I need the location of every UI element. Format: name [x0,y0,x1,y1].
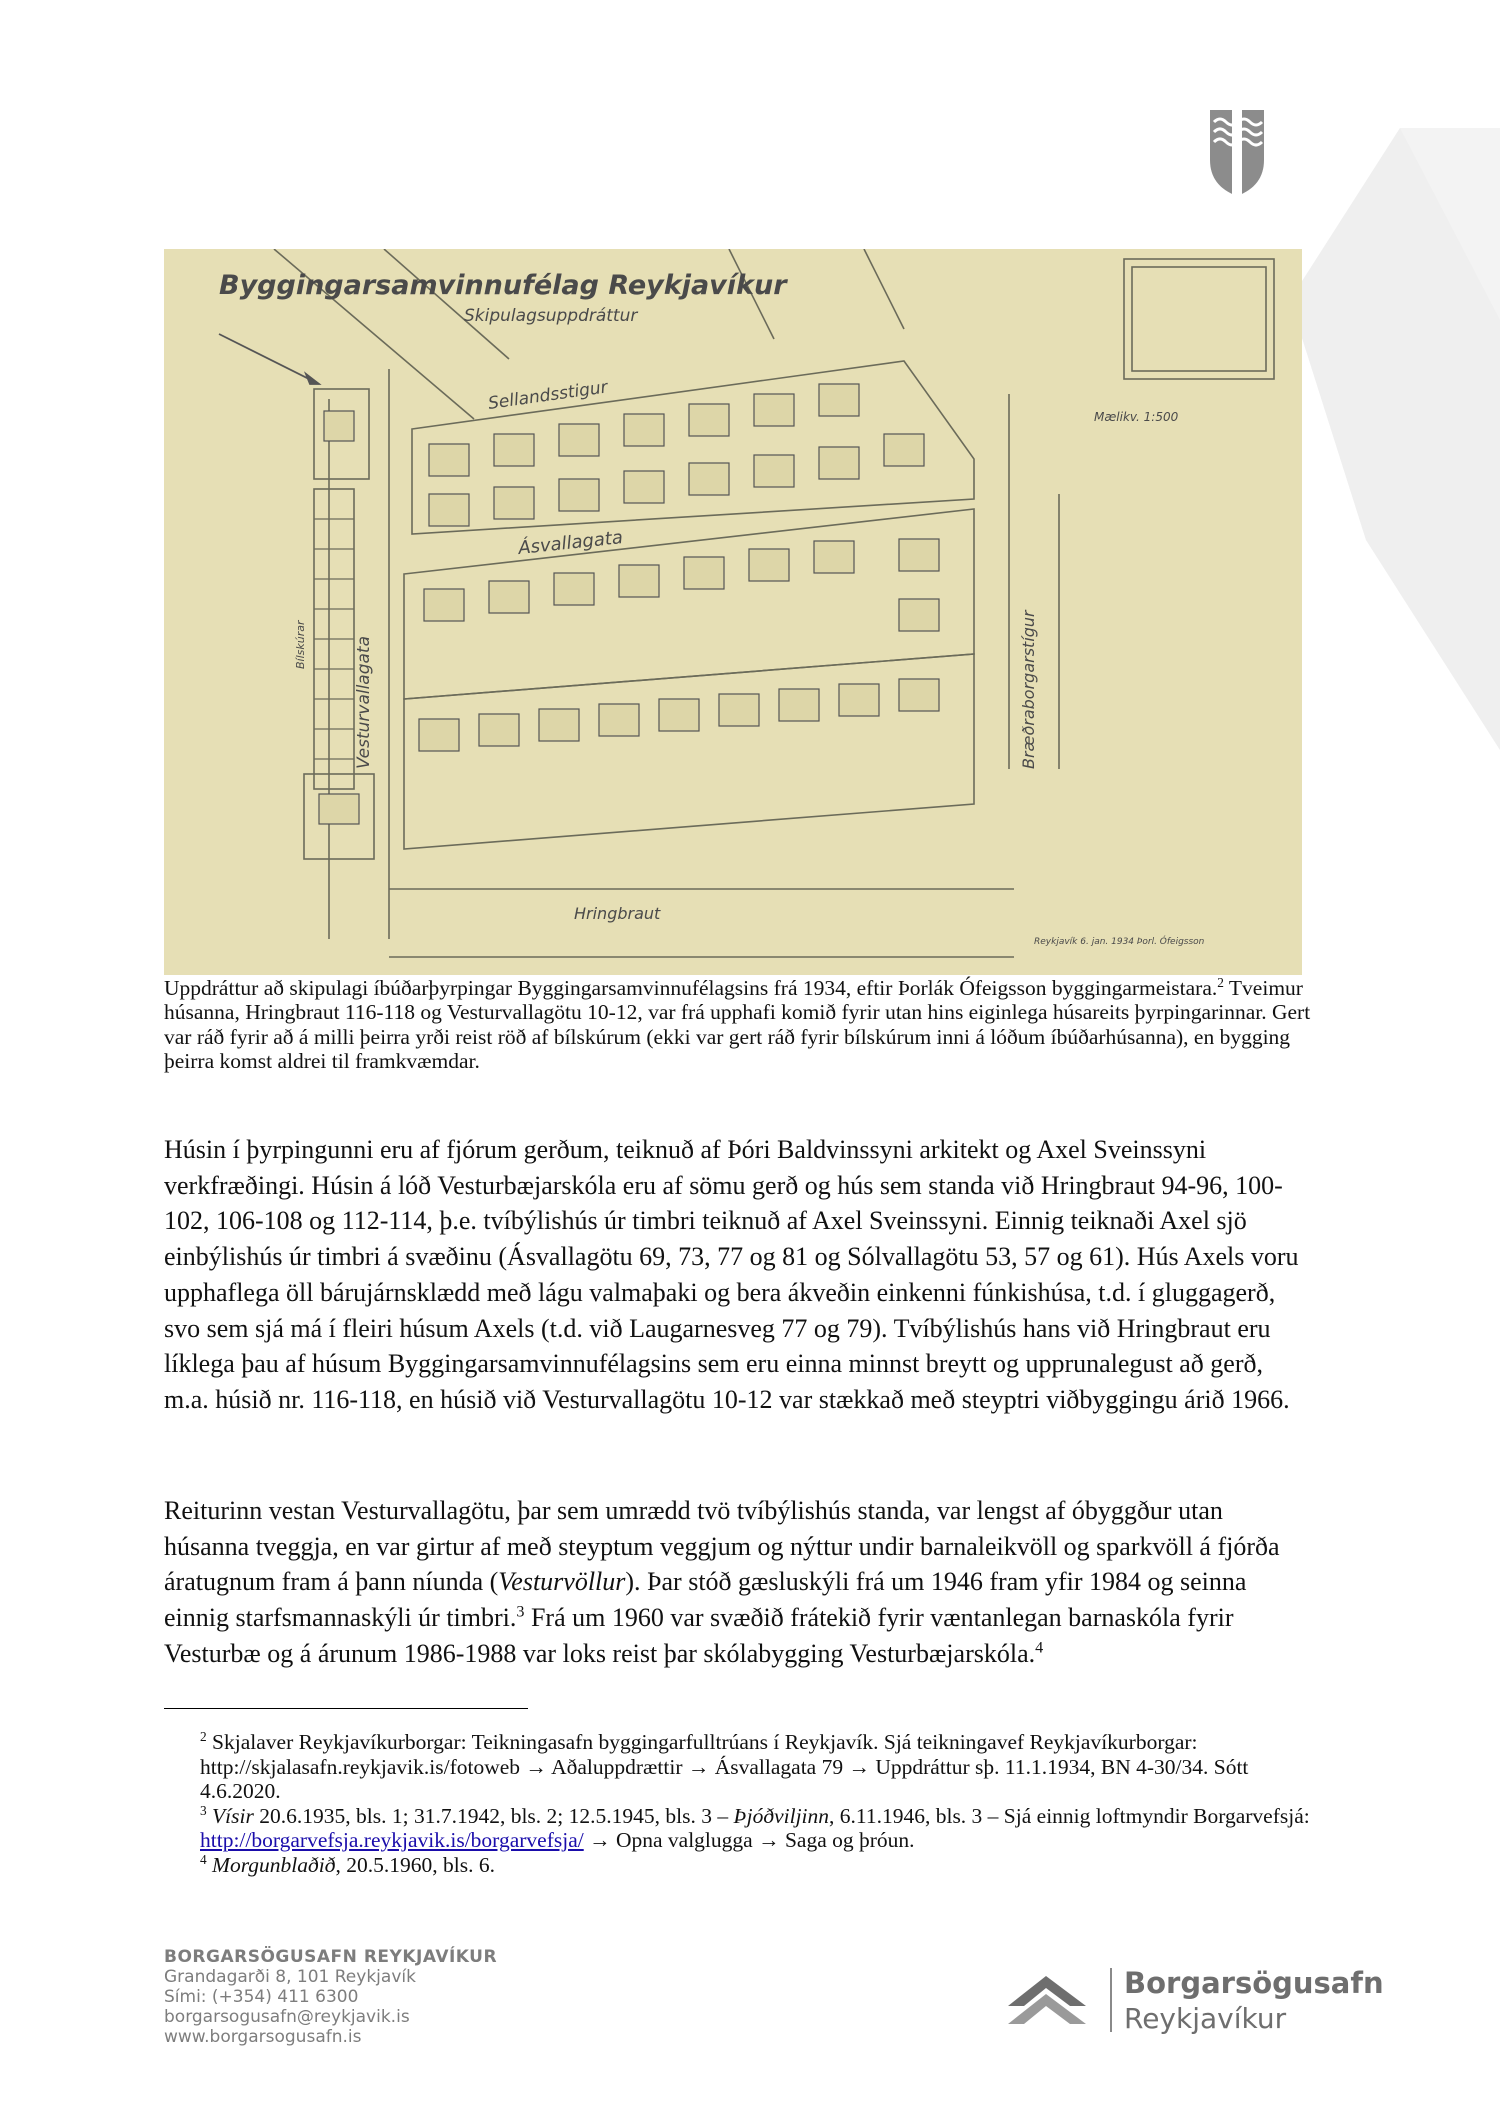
museum-chevron-icon [1006,1966,1096,2036]
footer-web[interactable]: www.borgarsogusafn.is [164,2027,362,2047]
footnote-3 [200,1804,1314,1853]
footnote-4-text: , 20.5.1960, bls. 6. [335,1852,495,1877]
logo-divider [1110,1968,1112,2032]
footnote-3-link[interactable]: http://borgarvefsja.reykjavik.is/borgarvefsja/ [200,1828,584,1852]
footnote-4-number: 4 [200,1851,207,1867]
caption-text-b: Tveimur húsanna, Hringbraut 116-118 og Vesturvallagötu 10-12, var frá upphafi komið fyrir utan hins eiginlega húsareits þyrpingarinnar. Gert var ráð fyrir að á milli þeirra yrði reist röð af bílskúrum (ekki var gert ráð fyrir bílskúrum inni á lóðum íbúðarhúsanna), en bygging þeirra komst aldrei til framkvæmdar. [164,976,1311,1074]
footnote-2-number: 2 [200,1728,207,1744]
footer-org: BORGARSÖGUSAFN REYKJAVÍKUR [164,1947,498,1967]
borgarsogusafn-logo [1006,1964,1386,2044]
footnote-3-source-thjodviljinn: Þjóðviljinn [733,1803,830,1828]
plan-subtitle: Skipulagsuppdráttur [464,306,638,326]
figure-caption [164,976,1314,1074]
footnote-separator [164,1708,528,1709]
footnote-2 [200,1730,1314,1804]
footnote-3-source-visir: Vísir [212,1803,254,1828]
body-paragraph-1: Húsin í þyrpingunni eru af fjórum gerðum, teiknuð af Þóri Baldvinssyni arkitekt og Axel Sveinssyni verkfræðingi. Húsin á lóð Vesturbæjarskóla eru af sömu gerð og hús sem standa við Hringbraut 94-96, 100-102, 106-108 og 112-114, þ.e. tvíbýlishús úr timbri teiknuð af Axel Sveinssyni. Einnig teiknaði Axel sjö einbýlishús úr timbri á svæðinu (Ásvallagötu 69, 73, 77 og 81 og Sólvallagötu 53, 57 og 61). Hús Axels voru upphaflega öll bárujárnsklædd með lágu valmaþaki og bera ákveðin einkenni fúnkishúsa, t.d. í gluggagerð, svo sem sjá má í fleiri húsum Axels (t.d. við Laugarnesveg 77 og 79). Tvíbýlishús hans við Hringbraut eru líklega þau af húsum Byggingarsamvinnufélagsins sem eru einna minnst breytt og upprunalegust að gerð, m.a. húsið nr. 116-118, en húsið við Vesturvallagötu 10-12 var stækkað með steyptri viðbyggingu árið 1966. [164,1135,1299,1414]
plan-title: Byggingarsamvinnufélag Reykjavíkur [219,270,787,301]
plan-signature: Reykjavík 6. jan. 1934 Þorl. Ófeigsson [1034,937,1205,947]
logo-subtitle: Reykjavíkur [1124,2002,1287,2035]
p2-text-b: ). Þar stóð gæsluskýli frá um 1946 fram yfir 1984 og seinna einnig starfsmannaskýli úr timbri. [164,1567,1247,1633]
footnote-4-source: Morgunblaðið [212,1852,336,1877]
footnote-ref-4[interactable]: 4 [1035,1639,1044,1657]
page-footer [164,1947,497,2047]
plan-scale: Mælikv. 1:500 [1094,410,1179,424]
footnote-3-number: 3 [200,1802,207,1818]
footnotes [200,1730,1314,1877]
footer-address: Grandagarði 8, 101 Reykjavík [164,1967,416,1987]
p2-italic-vesturvollur: Vesturvöllur [498,1567,626,1597]
street-hringbraut: Hringbraut [574,904,661,923]
street-sellandsstigur: Sellandsstigur [486,377,609,414]
footnote-2-text: Skjalaver Reykjavíkurborgar: Teikningasafn byggingarfulltrúans í Reykjavík. Sjá teikningavef Reykjavíkurborgar: http://skjalasafn.reykjavik.is/fotoweb → Aðaluppdrættir → Ásvallagata 79 → Uppdráttur sþ. 11.1.1934, BN 4-30/34. Sótt 4.6.2020. [200,1730,1249,1803]
site-plan-drawing [164,249,1302,975]
footnote-3-text-end: → Opna valglugga → Saga og þróun. [583,1828,915,1852]
logo-name: Borgarsögusafn [1124,1966,1384,2000]
street-bradraborgarstigur: Bræðraborgarstígur [1019,610,1038,769]
p2-text-a: Reiturinn vestan Vesturvallagötu, þar sem umrædd tvö tvíbýlishús standa, var lengst af óbyggður utan húsanna tveggja, en var girtur af með steyptum veggjum og nýttur undir barnaleikvöll og sparkvöll á fjórða áratugnum fram á þann níunda ( [164,1496,1280,1597]
caption-text-a: Uppdráttur að skipulagi íbúðarþyrpingar Byggingarsamvinnufélagsins frá 1934, eftir Þorlák Ófeigsson byggingarmeistara. [164,976,1218,1000]
footnote-ref-3[interactable]: 3 [516,1603,525,1621]
street-asvallagata: Ásvallagata [517,527,624,559]
footer-phone: Sími: (+354) 411 6300 [164,1987,359,2007]
footnote-3-text-mid2: , 6.11.1946, bls. 3 – Sjá einnig loftmyndir Borgarvefsjá: [829,1803,1310,1828]
body-paragraph-2 [164,1493,1314,1672]
footnote-3-text-mid: 20.6.1935, bls. 1; 31.7.1942, bls. 2; 12.5.1945, bls. 3 – [253,1803,734,1828]
caption-footnote-ref[interactable]: 2 [1217,974,1224,990]
garages-label: Bílskúrar [294,620,307,669]
footnote-4 [200,1853,1314,1878]
street-vesturvallagata: Vesturvallagata [354,635,374,769]
footer-email[interactable]: borgarsogusafn@reykjavik.is [164,2007,410,2027]
site-plan-svg [164,249,1302,975]
reykjavik-crest-icon [1208,108,1266,198]
p2-text-c: Frá um 1960 var svæðið frátekið fyrir væntanlegan barnaskóla fyrir Vesturbæ og á árunum 1986-1988 var loks reist þar skólabygging Vesturbæjarskóla. [164,1603,1234,1668]
